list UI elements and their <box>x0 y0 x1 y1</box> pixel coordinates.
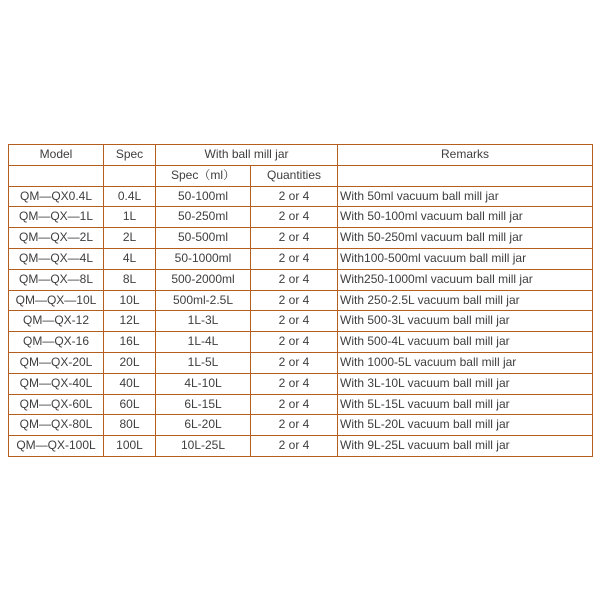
model-cell: QM—QX-100L <box>9 436 104 457</box>
jar-spec-cell: 50-100ml <box>156 186 251 207</box>
table-row <box>9 436 593 457</box>
remarks-cell: With 1000-5L vacuum ball mill jar <box>338 352 593 373</box>
quantities-cell: 2 or 4 <box>251 373 338 394</box>
spec-cell: 12L <box>104 311 156 332</box>
table-row <box>9 352 593 373</box>
spec-cell: 4L <box>104 248 156 269</box>
remarks-cell: With 50-100ml vacuum ball mill jar <box>338 207 593 228</box>
jar-spec-cell: 500ml-2.5L <box>156 290 251 311</box>
remarks-cell: With 50-250ml vacuum ball mill jar <box>338 228 593 249</box>
spec-cell: 1L <box>104 207 156 228</box>
model-cell: QM—QX-60L <box>9 394 104 415</box>
model-cell: QM—QX—8L <box>9 269 104 290</box>
jar-spec-cell: 500-2000ml <box>156 269 251 290</box>
ball-mill-spec-table-container <box>8 144 593 457</box>
jar-spec-cell: 6L-15L <box>156 394 251 415</box>
remarks-cell: With 500-4L vacuum ball mill jar <box>338 332 593 353</box>
quantities-cell: 2 or 4 <box>251 248 338 269</box>
jar-spec-cell: 1L-5L <box>156 352 251 373</box>
quantities-header: Quantities <box>251 165 338 186</box>
header-row-1 <box>9 145 593 166</box>
model-cell: QM—QX0.4L <box>9 186 104 207</box>
empty-cell <box>9 165 104 186</box>
spec-cell: 0.4L <box>104 186 156 207</box>
spec-cell: 100L <box>104 436 156 457</box>
jar-spec-cell: 10L-25L <box>156 436 251 457</box>
model-cell: QM—QX—4L <box>9 248 104 269</box>
spec-cell: 2L <box>104 228 156 249</box>
model-cell: QM—QX-20L <box>9 352 104 373</box>
table-row <box>9 186 593 207</box>
remarks-cell: With 3L-10L vacuum ball mill jar <box>338 373 593 394</box>
remarks-cell: With100-500ml vacuum ball mill jar <box>338 248 593 269</box>
quantities-cell: 2 or 4 <box>251 207 338 228</box>
model-cell: QM—QX-80L <box>9 415 104 436</box>
empty-cell <box>338 165 593 186</box>
model-cell: QM—QX-12 <box>9 311 104 332</box>
jar-spec-cell: 50-1000ml <box>156 248 251 269</box>
jar-spec-cell: 1L-4L <box>156 332 251 353</box>
remarks-cell: With 5L-20L vacuum ball mill jar <box>338 415 593 436</box>
spec-cell: 60L <box>104 394 156 415</box>
model-header: Model <box>9 145 104 166</box>
model-cell: QM—QX—2L <box>9 228 104 249</box>
empty-cell <box>104 165 156 186</box>
table-row <box>9 207 593 228</box>
table-row <box>9 373 593 394</box>
quantities-cell: 2 or 4 <box>251 186 338 207</box>
model-cell: QM—QX-16 <box>9 332 104 353</box>
spec-cell: 80L <box>104 415 156 436</box>
quantities-cell: 2 or 4 <box>251 394 338 415</box>
ball-mill-spec-table <box>8 144 593 457</box>
remarks-cell: With250-1000ml vacuum ball mill jar <box>338 269 593 290</box>
quantities-cell: 2 or 4 <box>251 436 338 457</box>
quantities-cell: 2 or 4 <box>251 290 338 311</box>
table-row <box>9 248 593 269</box>
table-row <box>9 269 593 290</box>
quantities-cell: 2 or 4 <box>251 415 338 436</box>
table-row <box>9 394 593 415</box>
spec-cell: 10L <box>104 290 156 311</box>
table-row <box>9 311 593 332</box>
table-row <box>9 415 593 436</box>
spec-cell: 40L <box>104 373 156 394</box>
model-cell: QM—QX-40L <box>9 373 104 394</box>
jar-spec-cell: 1L-3L <box>156 311 251 332</box>
table-row <box>9 228 593 249</box>
spec-cell: 16L <box>104 332 156 353</box>
quantities-cell: 2 or 4 <box>251 269 338 290</box>
remarks-cell: With 9L-25L vacuum ball mill jar <box>338 436 593 457</box>
jar-spec-ml-header: Spec（ml） <box>156 165 251 186</box>
table-row <box>9 290 593 311</box>
quantities-cell: 2 or 4 <box>251 352 338 373</box>
jar-spec-cell: 50-500ml <box>156 228 251 249</box>
remarks-cell: With 50ml vacuum ball mill jar <box>338 186 593 207</box>
with-ball-mill-jar-header: With ball mill jar <box>156 145 338 166</box>
jar-spec-cell: 6L-20L <box>156 415 251 436</box>
spec-cell: 20L <box>104 352 156 373</box>
quantities-cell: 2 or 4 <box>251 332 338 353</box>
jar-spec-cell: 50-250ml <box>156 207 251 228</box>
spec-cell: 8L <box>104 269 156 290</box>
table-row <box>9 332 593 353</box>
quantities-cell: 2 or 4 <box>251 228 338 249</box>
jar-spec-cell: 4L-10L <box>156 373 251 394</box>
remarks-cell: With 250-2.5L vacuum ball mill jar <box>338 290 593 311</box>
header-row-2 <box>9 165 593 186</box>
model-cell: QM—QX—1L <box>9 207 104 228</box>
model-cell: QM—QX—10L <box>9 290 104 311</box>
remarks-header: Remarks <box>338 145 593 166</box>
quantities-cell: 2 or 4 <box>251 311 338 332</box>
remarks-cell: With 5L-15L vacuum ball mill jar <box>338 394 593 415</box>
spec-header: Spec <box>104 145 156 166</box>
remarks-cell: With 500-3L vacuum ball mill jar <box>338 311 593 332</box>
